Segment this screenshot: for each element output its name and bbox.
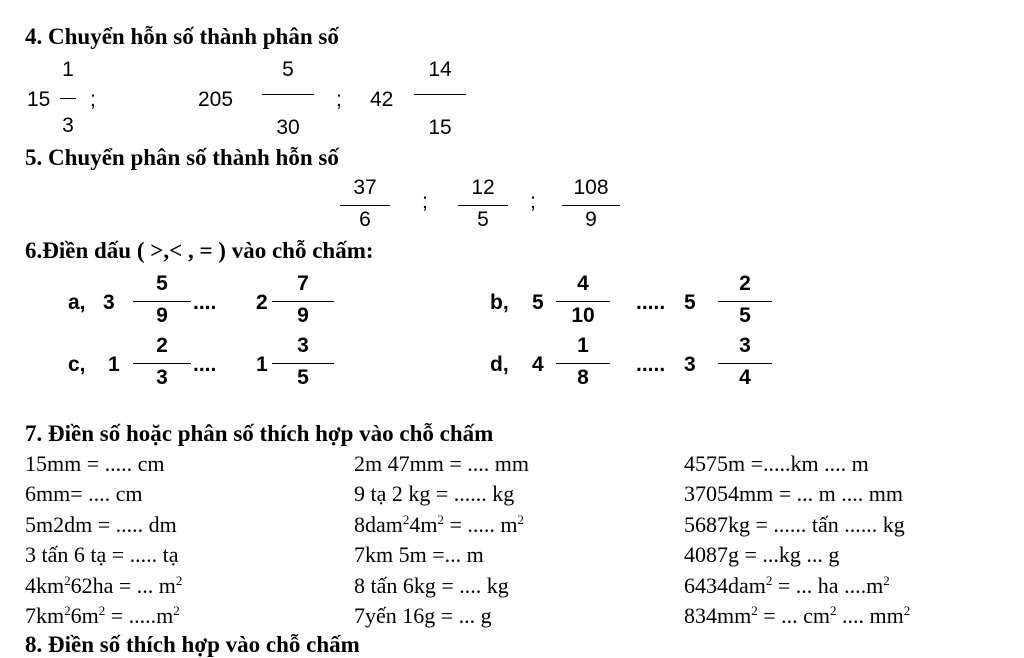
fraction-bar bbox=[458, 205, 508, 206]
item-c-whole-2: 1 bbox=[256, 353, 268, 376]
conversion-row: 8 tấn 6kg = .... kg bbox=[354, 572, 509, 598]
fraction-denominator: 15 bbox=[428, 116, 452, 139]
mixed-number-1-whole: 15 bbox=[27, 88, 51, 111]
mixed-number-2-whole: 205 bbox=[198, 88, 234, 111]
fraction-bar bbox=[272, 363, 334, 364]
fraction-bar bbox=[133, 363, 191, 364]
conversion-row: 5687kg = ...... tấn ...... kg bbox=[684, 511, 905, 537]
section-5-title: 5. Chuyển phân số thành hỗn số bbox=[25, 145, 339, 170]
item-c-label: c, bbox=[68, 353, 86, 376]
fraction-denominator: 5 bbox=[739, 304, 751, 327]
fraction-bar bbox=[414, 94, 466, 95]
item-d-whole-1: 4 bbox=[532, 353, 544, 376]
mixed-number-3-whole: 42 bbox=[370, 88, 394, 111]
fraction-numerator: 1 bbox=[577, 334, 589, 357]
fraction-numerator: 3 bbox=[739, 334, 751, 357]
fraction-3 bbox=[562, 176, 620, 236]
conversion-row: 3 tấn 6 tạ = ..... tạ bbox=[25, 542, 179, 568]
fraction-denominator: 4 bbox=[739, 366, 751, 389]
separator: ; bbox=[90, 88, 96, 111]
conversion-row: 37054mm = ... m .... mm bbox=[684, 481, 903, 507]
fraction-bar bbox=[718, 301, 772, 302]
conversion-row: 2m 47mm = .... mm bbox=[354, 451, 529, 476]
conversion-row: 6434dam$^2$ = ... ha $....m^2$ bbox=[684, 572, 890, 598]
fraction-denominator: 9 bbox=[156, 304, 168, 327]
conversion-row: $4km^262ha$ = ... $m^2$ bbox=[25, 572, 183, 598]
item-d-label: d, bbox=[490, 353, 509, 376]
conversion-row: 4575m =.....km .... m bbox=[684, 451, 869, 476]
item-c-dots: .... bbox=[193, 353, 217, 376]
section-6-title: 6.Điền dấu ( >,< , = ) vào chỗ chấm: bbox=[25, 238, 374, 263]
fraction-denominator: 3 bbox=[156, 366, 168, 389]
conversion-row: 6mm= .... cm bbox=[25, 481, 143, 507]
fraction-numerator: 5 bbox=[156, 272, 168, 295]
fraction-denominator: 9 bbox=[585, 208, 597, 231]
fraction-bar bbox=[60, 98, 76, 99]
fraction-1 bbox=[340, 176, 390, 236]
fraction-bar bbox=[562, 205, 620, 206]
section-8-title: 8. Điền số thích hợp vào chỗ chấm bbox=[25, 632, 360, 657]
conversion-row: 4087g = ...kg ... g bbox=[684, 542, 840, 568]
separator: ; bbox=[336, 88, 342, 111]
fraction-numerator: 2 bbox=[739, 272, 751, 295]
item-d-fraction-2 bbox=[718, 334, 772, 394]
mixed-number-2-fraction bbox=[262, 58, 314, 142]
conversion-row: $834mm^2$ = ... $cm^2$ .... $mm^2$ bbox=[684, 603, 911, 628]
fraction-numerator: 4 bbox=[577, 272, 589, 295]
item-b-whole-1: 5 bbox=[532, 291, 544, 314]
fraction-2 bbox=[458, 176, 508, 236]
fraction-numerator: 37 bbox=[353, 176, 377, 199]
fraction-denominator: 5 bbox=[297, 366, 309, 389]
fraction-denominator: 6 bbox=[359, 208, 371, 231]
fraction-bar bbox=[718, 363, 772, 364]
item-c-fraction-1 bbox=[133, 334, 191, 394]
item-d-dots: ..... bbox=[636, 353, 666, 376]
fraction-numerator: 12 bbox=[471, 176, 495, 199]
fraction-denominator: 9 bbox=[297, 304, 309, 327]
item-b-fraction-2 bbox=[718, 272, 772, 332]
item-a-fraction-1 bbox=[133, 272, 191, 332]
fraction-bar bbox=[262, 94, 314, 95]
mixed-number-1-fraction bbox=[60, 58, 76, 142]
item-d-fraction-1 bbox=[556, 334, 610, 394]
item-d-whole-2: 3 bbox=[684, 353, 696, 376]
conversion-row: $7km^26m^2 = .....m^2$ bbox=[25, 603, 180, 628]
fraction-denominator: 30 bbox=[276, 116, 300, 139]
item-b-label: b, bbox=[490, 291, 509, 314]
fraction-numerator: 7 bbox=[297, 272, 309, 295]
fraction-bar bbox=[133, 301, 191, 302]
conversion-row: 7yến 16g = ... g bbox=[354, 603, 492, 628]
separator: ; bbox=[530, 190, 536, 213]
fraction-denominator: 8 bbox=[577, 366, 589, 389]
item-b-dots: ..... bbox=[636, 291, 666, 314]
fraction-denominator: 5 bbox=[477, 208, 489, 231]
fraction-bar bbox=[556, 363, 610, 364]
fraction-numerator: 1 bbox=[62, 58, 74, 81]
conversion-row: 15mm = ..... cm bbox=[25, 451, 165, 476]
fraction-numerator: 108 bbox=[573, 176, 609, 199]
conversion-row: 7km 5m =... m bbox=[354, 542, 484, 568]
fraction-numerator: 5 bbox=[282, 58, 294, 81]
conversion-row: 5m2dm = ..... dm bbox=[25, 511, 177, 537]
section-4-title: 4. Chuyển hỗn số thành phân số bbox=[25, 24, 339, 49]
fraction-bar bbox=[272, 301, 334, 302]
section-7-title: 7. Điền số hoặc phân số thích hợp vào chỗ chấm bbox=[25, 421, 494, 446]
item-a-fraction-2 bbox=[272, 272, 334, 332]
mixed-number-3-fraction bbox=[414, 58, 466, 142]
item-a-dots: .... bbox=[193, 291, 217, 314]
item-b-whole-2: 5 bbox=[684, 291, 696, 314]
fraction-bar bbox=[340, 205, 390, 206]
item-b-fraction-1 bbox=[556, 272, 610, 332]
fraction-denominator: 3 bbox=[62, 114, 74, 137]
item-c-fraction-2 bbox=[272, 334, 334, 394]
fraction-numerator: 2 bbox=[156, 334, 168, 357]
item-a-whole-1: 3 bbox=[103, 291, 115, 314]
conversion-row: $8dam^24m^2$ = ..... $m^2$ bbox=[354, 511, 525, 537]
fraction-numerator: 14 bbox=[428, 58, 452, 81]
item-a-label: a, bbox=[68, 291, 86, 314]
conversion-row: 9 tạ 2 kg = ...... kg bbox=[354, 481, 515, 507]
separator: ; bbox=[422, 190, 428, 213]
item-a-whole-2: 2 bbox=[256, 291, 268, 314]
fraction-numerator: 3 bbox=[297, 334, 309, 357]
fraction-bar bbox=[556, 301, 610, 302]
item-c-whole-1: 1 bbox=[108, 353, 120, 376]
fraction-denominator: 10 bbox=[571, 304, 595, 327]
